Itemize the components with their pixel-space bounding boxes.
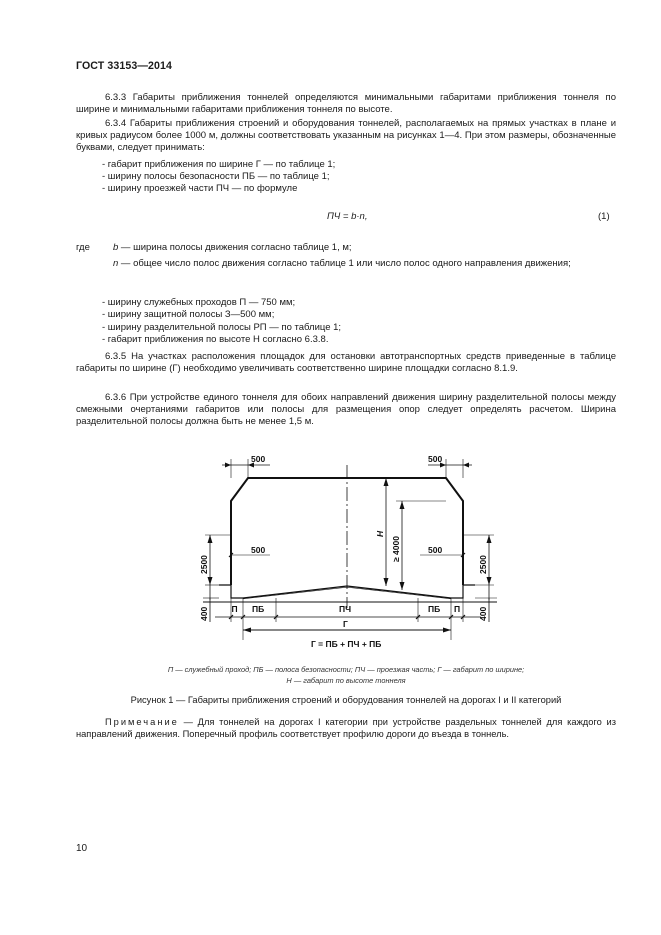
dim-500-mid-left: 500 — [251, 545, 266, 555]
dim-400-left: 400 — [199, 606, 209, 621]
list-item: - габарит приближения по ширине Г — по таблице 1; — [102, 159, 336, 170]
figure-legend-line-1: П — служебный проход; ПБ — полоса безопасности; ПЧ — проезжая часть; Г — габарит по ширине; — [167, 665, 525, 674]
figure-legend-line-2: Н — габарит по высоте тоннеля — [286, 676, 406, 685]
list-item: - ширину разделительной полосы РП — по таблице 1; — [102, 322, 342, 333]
dim-h: H — [375, 530, 385, 537]
list-item: - ширину проезжей части ПЧ — по формуле — [102, 183, 298, 194]
dim-2500-left: 2500 — [199, 555, 209, 574]
note-text: — Для тоннелей на дорогах I категории при устройстве раздельных тоннелей для каждого из направлений движения. Поперечный профиль соответствует профилю дороги до въезда в тоннель. — [76, 717, 616, 739]
dim-500-mid-right: 500 — [428, 545, 443, 555]
page-number: 10 — [76, 843, 88, 854]
label-pch: ПЧ — [339, 604, 352, 614]
label-g: Г — [343, 619, 348, 629]
dim-2500-right: 2500 — [478, 555, 488, 574]
paragraph-6-3-4: 6.3.4 Габариты приближения строений и оборудования тоннелей, располагаемых на прямых участках в плане и кривых радиусом более 1000 м, должны соответствовать указанным на рисунках 1—4. При этом размеры, обозначенные буквами, следует принимать: — [76, 118, 616, 153]
note-label: Примечание — [105, 717, 179, 727]
paragraph-6-3-5: 6.3.5 На участках расположения площадок для остановки автотранспортных средств приведенные в таблице габариты по ширине (Г) необходимо увеличивать соответственно ширине площадки согласно 8.1.9. — [76, 351, 616, 374]
page-header: ГОСТ 33153—2014 — [76, 60, 173, 72]
dim-4000: ≥ 4000 — [391, 536, 401, 562]
list-item: - ширину полосы безопасности ПБ — по таблице 1; — [102, 171, 330, 182]
symbol-n: n — [113, 258, 119, 269]
paragraph-6-3-6: 6.3.6 При устройстве единого тоннеля для обоих направлений движения ширину разделительной полосы между смежными очертаниями габаритов или полосы для размещения опор следует определять расчетом. Ширина разделительной полосы должна быть не менее 1,5 м. — [76, 392, 616, 427]
where-b-text: — ширина полосы движения согласно таблице 1, м; — [118, 242, 352, 253]
label-pb-left: ПБ — [252, 604, 265, 614]
where-label: где — [76, 242, 90, 253]
paragraph-6-3-3: 6.3.3 Габариты приближения тоннелей определяются минимальными габаритами приближения тоннеля по ширине и минимальными габаритами приближения тоннеля по высоте. — [76, 92, 616, 115]
label-p-left: П — [231, 604, 238, 614]
list-item: - ширину служебных проходов П — 750 мм; — [102, 297, 296, 308]
formula-g: Г = ПБ + ПЧ + ПБ — [311, 639, 382, 649]
dim-400-right: 400 — [478, 606, 488, 621]
left-service-passage — [219, 585, 243, 598]
formula-number: (1) — [598, 211, 610, 222]
label-p-right: П — [454, 604, 461, 614]
right-service-passage — [451, 585, 475, 598]
symbol-b: b — [113, 242, 119, 253]
formula: ПЧ = b·n, — [327, 211, 368, 222]
note — [76, 717, 616, 741]
where-n-text: — общее число полос движения согласно таблице 1 или число полос одного направления движения; — [118, 258, 571, 269]
label-pb-right: ПБ — [428, 604, 441, 614]
figure-caption: Рисунок 1 — Габариты приближения строений и оборудования тоннелей на дорогах I и II категорий — [130, 695, 562, 705]
dim-500-top-right: 500 — [428, 454, 443, 464]
dim-500-top-left: 500 — [251, 454, 266, 464]
list-item: - габарит приближения по высоте Н согласно 6.3.8. — [102, 334, 329, 345]
list-item: - ширину защитной полосы З—500 мм; — [102, 309, 275, 320]
